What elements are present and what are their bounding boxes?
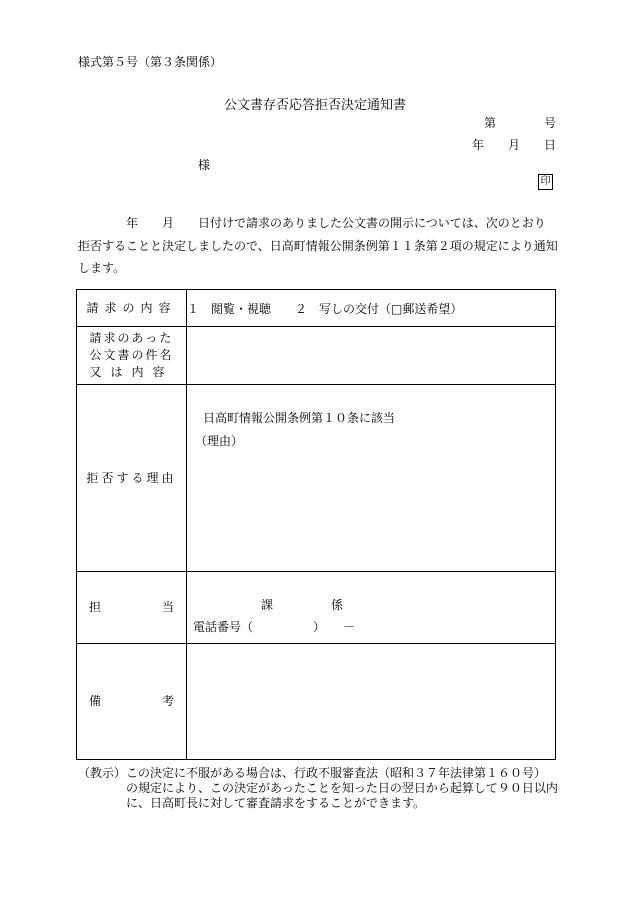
body-line: 拒否することと決定しましたので、日高町情報公開条例第１１条第２項の規定により通知 [78, 238, 558, 253]
remarks-label-char: 考 [161, 694, 174, 708]
body-paragraph [78, 212, 558, 280]
reason-value-cell [187, 385, 556, 572]
request-value: １ 閲覧・視聴 ２ 写しの交付（□郵送希望） [187, 301, 463, 316]
remarks-value-cell [187, 644, 556, 760]
instruction-notice [78, 766, 560, 811]
staff-value-cell [187, 572, 556, 644]
document-date: 年 月 日 [471, 138, 556, 152]
request-value-cell [187, 290, 556, 327]
staff-phone: 電話番号（ ） － [193, 620, 356, 634]
staff-subsection: 係 [331, 598, 344, 612]
staff-label-char: 担 [89, 600, 102, 614]
addressee-suffix: 様 [198, 158, 211, 172]
document-value-cell [187, 327, 556, 385]
body-line: します。 [78, 261, 126, 275]
staff-section: 課 [261, 598, 274, 612]
reason-label: 拒否する理由 [86, 470, 177, 485]
document-label-cell [77, 327, 187, 385]
staff-label-char: 当 [161, 600, 174, 614]
seal-stamp: 印 [538, 174, 553, 190]
staff-label-cell [77, 572, 187, 644]
request-label-cell [77, 290, 187, 327]
table-row-reason [77, 385, 556, 572]
document-label-line: 公文書の件名 [89, 348, 174, 362]
document-number: 第 号 [483, 116, 556, 130]
notice-line: に、日高町長に対して審査請求をすることができます。 [126, 796, 426, 810]
table-row-request [77, 290, 556, 327]
remarks-label-cell [77, 644, 187, 760]
reason-label-cell [77, 385, 187, 572]
table-row-remarks [77, 644, 556, 760]
document-title: 公文書存否応答拒否決定通知書 [223, 98, 406, 113]
reason-heading: （理由） [195, 434, 244, 448]
decision-table [76, 289, 556, 760]
request-label: 請求の内容 [86, 300, 177, 315]
document-label-line: 又は内容 [89, 365, 174, 379]
reason-ordinance: 日高町情報公開条例第１０条に該当 [203, 411, 396, 425]
form-label: 様式第５号（第３条関係） [78, 55, 223, 69]
notice-heading: （教示） [78, 766, 127, 780]
document-label-line: 請求のあった [89, 331, 174, 345]
table-row-staff [77, 572, 556, 644]
body-line: 年 月 日付けで請求のありました公文書の開示については、次のとおり [78, 216, 546, 230]
notice-line: の規定により、この決定があったことを知った日の翌日から起算して９０日以内 [126, 781, 558, 795]
notice-line: この決定に不服がある場合は、行政不服審査法（昭和３７年法律第１６０号） [126, 766, 547, 780]
remarks-label-char: 備 [89, 694, 102, 708]
table-row-document [77, 327, 556, 385]
